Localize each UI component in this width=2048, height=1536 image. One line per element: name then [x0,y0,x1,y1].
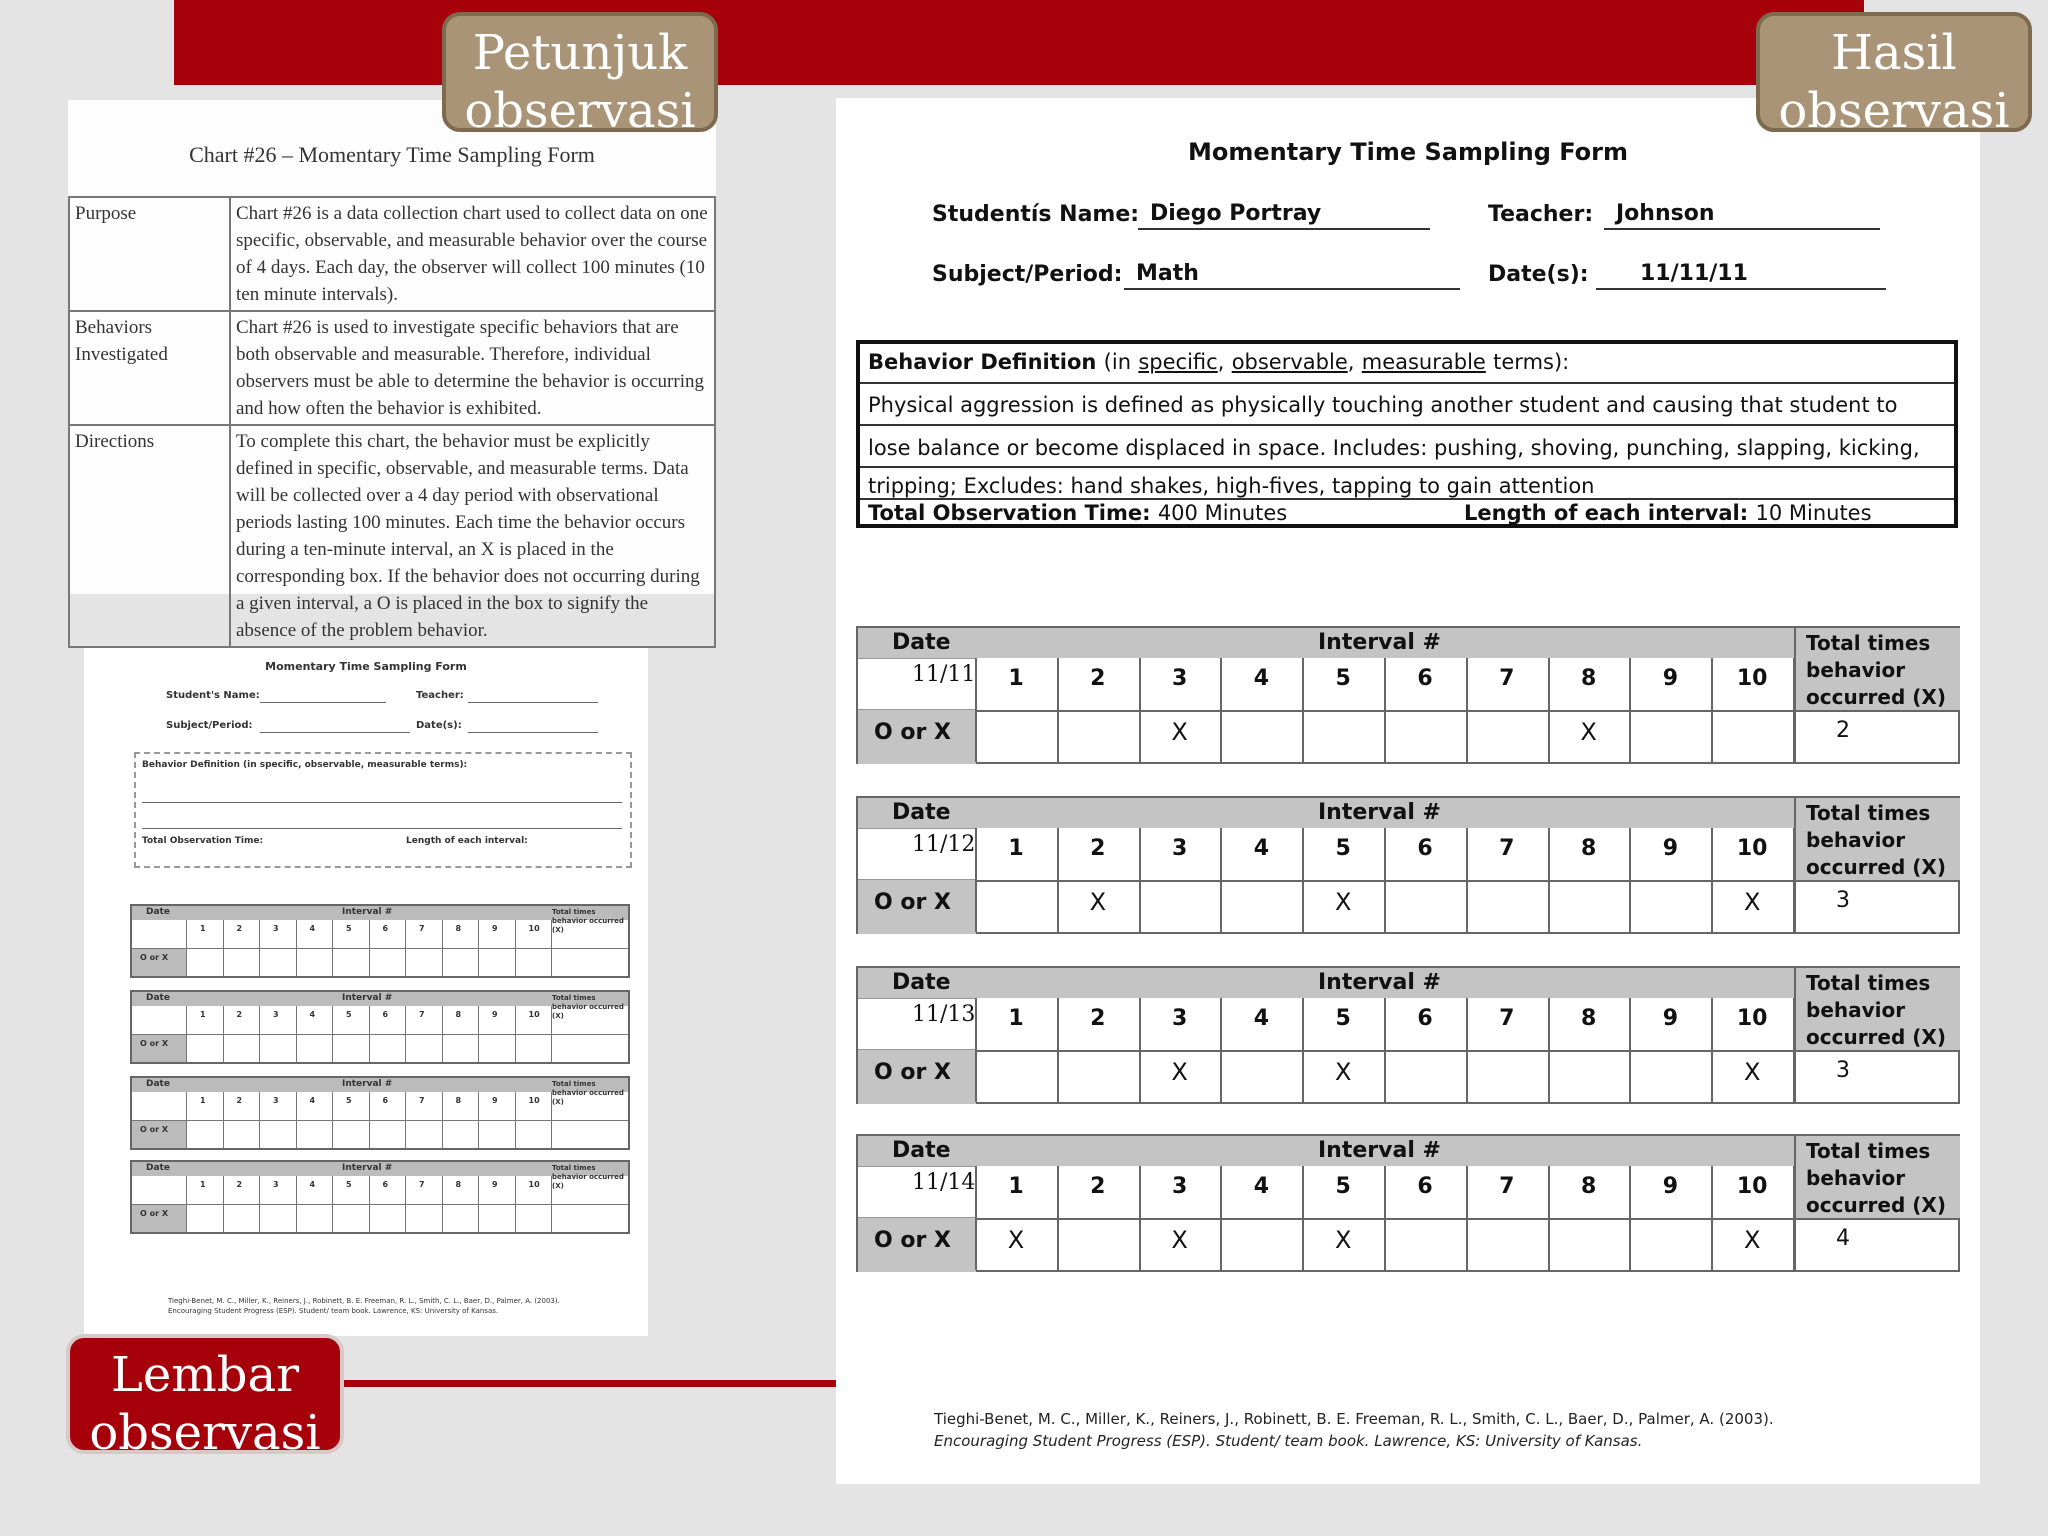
blank-student-label: Student's Name: [166,690,260,701]
total-observation-time-value: 400 Minutes [1157,501,1288,525]
definition-specific: specific [1138,350,1218,374]
form-title: Momentary Time Sampling Form [1188,138,1628,166]
interval-number: 2 [1090,836,1106,861]
total-times-head [1794,628,1960,710]
interval-number: 10 [1736,1174,1768,1199]
interval-number: 10 [1736,666,1768,691]
row-head-behaviors: Behaviors Investigated [69,311,230,425]
blank-observation-grid [130,1076,630,1150]
interval-number: 5 [1335,1006,1351,1031]
interval-head: Interval # [1318,1138,1441,1163]
definition-heading-open: (in [1103,350,1132,374]
blank-total-head: Total times behavior occurred (X) [552,994,624,1020]
blank-observation-grid [130,1160,630,1234]
interval-number: 7 [1499,836,1515,861]
blank-interval-number: 10 [528,924,540,933]
blank-subject-label: Subject/Period: [166,720,253,731]
blank-interval-number: 8 [455,1096,462,1105]
blank-interval-number: 1 [200,1010,206,1019]
total-times-head [1794,798,1960,880]
interval-mark: X [1089,888,1107,916]
interval-number: 1 [1008,836,1024,861]
blank-dates-label: Date(s): [416,720,462,731]
interval-mark: X [1743,1226,1761,1254]
interval-number: 10 [1736,836,1768,861]
petunjuk-observasi-label [442,12,718,139]
blank-interval-number: 6 [382,1096,389,1105]
citation-line-2 [934,1430,1774,1452]
blank-interval-head: Interval # [342,1163,393,1173]
blank-interval-number: 7 [419,1180,425,1189]
blank-interval-number: 6 [382,924,389,933]
blank-teacher-line [468,702,598,703]
blank-grid-column [515,920,516,976]
table-row [69,311,715,425]
definition-line-1: Physical aggression is defined as physically touching another student and causing that student to [860,384,1954,426]
total-head-line: occurred (X) [1806,1025,1946,1049]
o-or-x-label: O or X [874,720,951,745]
blank-form-document [84,648,648,1336]
blank-def-line [142,828,622,829]
blank-grid-column [515,1006,516,1062]
interval-number: 7 [1499,666,1515,691]
blank-interval-number: 3 [273,1180,279,1189]
table-date: 11/11 [912,662,976,687]
blank-definition-box [134,752,632,868]
interval-number: 10 [1736,1006,1768,1031]
blank-date-head: Date [146,1079,170,1089]
blank-interval-number: 2 [236,1180,243,1189]
interval-number: 3 [1171,836,1188,861]
citation-line-1: Tieghi-Benet, M. C., Miller, K., Reiners, J., Robinett, B. E. Freeman, R. L., Smith, C. L., Baer, D., Palmer, A. (2003). [934,1410,1774,1428]
blank-grid-column [405,1176,406,1232]
observation-time-row [860,500,1954,528]
blank-grid-column [442,1006,443,1062]
blank-interval-number: 9 [492,1010,498,1019]
blank-grid-column [369,1006,370,1062]
blank-grid-column [259,1006,260,1062]
interval-number: 4 [1253,1006,1270,1031]
total-times-value: 3 [1794,1050,1960,1104]
total-head-line: Total times [1806,971,1931,995]
interval-length-label: Length of each interval: [1464,501,1749,525]
blank-interval-number: 7 [419,1096,425,1105]
definition-heading: Behavior Definition (in specific, observable, measurable terms): [860,344,1954,384]
blank-grid-column [223,1176,224,1232]
blank-ox-label: O or X [140,1209,168,1218]
row-text-directions: To complete this chart, the behavior must be explicitly defined in specific, observable, and measurable terms. Data will be collected over a 4 day period with observational periods lasting 100 minutes. Each time the behavior occurs during a ten-minute interval, an X is placed in the corresponding box. If the behavior does not occurring during a given interval, a O is placed in the box to signify the absence of the problem behavior. [230,425,715,647]
blank-grid-column [551,1176,552,1232]
interval-number: 3 [1171,1006,1188,1031]
teacher-label: Teacher: [1488,202,1594,227]
subject-period-label: Subject/Period: [932,262,1123,287]
total-times-value: 3 [1794,880,1960,934]
definition-line-3: tripping; Excludes: hand shakes, high-fives, tapping to gain attention [860,468,1954,500]
blank-interval-number: 6 [382,1010,389,1019]
interval-mark: X [1171,1058,1188,1086]
blank-grid-column [369,920,370,976]
blank-interval-number: 4 [309,1010,316,1019]
blank-grid-column [296,1176,297,1232]
interval-number: 6 [1417,1006,1433,1031]
interval-number: 5 [1335,1174,1351,1199]
interval-number: 7 [1499,1006,1515,1031]
table-date: 11/13 [912,1002,976,1027]
interval-number: 6 [1417,1174,1433,1199]
blank-grid-column [478,920,479,976]
blank-grid-divider [132,948,628,949]
interval-number: 4 [1253,666,1270,691]
blank-ox-label: O or X [140,1039,168,1048]
interval-number: 8 [1580,666,1597,691]
observation-results-document [836,98,1980,1484]
teacher-value: Johnson [1604,200,1880,230]
blank-form-title: Momentary Time Sampling Form [265,660,467,673]
blank-interval-number: 2 [236,924,243,933]
interval-number: 5 [1335,836,1351,861]
interval-number: 4 [1253,836,1270,861]
student-name-value: Diego Portray [1138,200,1430,230]
label-line: observasi [464,83,696,139]
blank-dates-line [468,732,598,733]
row-text-behaviors: Chart #26 is used to investigate specific behaviors that are both observable and measurable. Therefore, individual observers must be able to determine the behavior is occurring and how often the behavior is exhibited. [230,311,715,425]
blank-interval-number: 4 [309,924,316,933]
definition-line-2: lose balance or become displaced in space. Includes: pushing, shoving, punching, slapping, kicking, [860,426,1954,468]
total-head-line: Total times [1806,1139,1931,1163]
blank-total-head: Total times behavior occurred (X) [552,1164,624,1190]
blank-ox-label: O or X [140,1125,168,1134]
blank-grid-column [332,920,333,976]
blank-interval-number: 7 [419,1010,425,1019]
blank-date-head: Date [146,907,170,917]
total-head-line: behavior [1806,998,1906,1022]
blank-subject-line [260,732,410,733]
blank-grid-column [259,920,260,976]
blank-grid-column [186,1176,187,1232]
blank-interval-number: 2 [236,1010,243,1019]
date-head: Date [892,630,951,655]
blank-length-label: Length of each interval: [406,836,528,846]
blank-interval-number: 10 [528,1096,540,1105]
interval-length-value: 10 Minutes [1755,501,1872,525]
blank-date-head: Date [146,993,170,1003]
label-line: Hasil [1831,25,1957,81]
blank-citation: Tieghi-Benet, M. C., Miller, K., Reiners, J., Robinett, B. E. Freeman, R. L., Smith, C. L., Baer, D., Palmer, A. (2003). Encouraging Student Progress (ESP). Student/ team book. Lawrence, KS: University of Kansas. [168,1297,560,1315]
total-head-line: occurred (X) [1806,685,1946,709]
total-observation-time-label: Total Observation Time: [868,501,1151,525]
label-line: observasi [1778,83,2010,139]
interval-number: 1 [1008,1174,1024,1199]
total-times-head [1794,968,1960,1050]
total-times-head [1794,1136,1960,1218]
row-head-directions: Directions [69,425,230,647]
label-line: Lembar [110,1347,300,1403]
interval-number: 3 [1171,666,1188,691]
blank-date-head: Date [146,1163,170,1173]
blank-grid-column [296,1092,297,1148]
interval-number: 1 [1008,666,1024,691]
blank-grid-column [259,1092,260,1148]
blank-interval-number: 4 [309,1096,316,1105]
o-or-x-label: O or X [874,1060,951,1085]
interval-head: Interval # [1318,630,1441,655]
definition-heading-close: terms): [1493,350,1570,374]
date-head: Date [892,800,951,825]
interval-length-wrap [1464,500,1872,526]
total-head-line: occurred (X) [1806,1193,1946,1217]
table-date: 11/14 [912,1170,976,1195]
total-head-line: Total times [1806,631,1931,655]
total-head-line: occurred (X) [1806,855,1946,879]
definition-observable: observable [1231,350,1348,374]
blank-grid-column [442,920,443,976]
blank-interval-number: 2 [236,1096,243,1105]
interval-number: 9 [1662,1006,1679,1031]
total-head-line: behavior [1806,828,1906,852]
blank-grid-divider [132,1120,628,1121]
blank-grid-column [223,920,224,976]
top-accent-band [174,0,1864,85]
blank-interval-number: 8 [455,1010,462,1019]
citation [934,1408,1774,1452]
blank-interval-number: 1 [200,1096,206,1105]
interval-number: 8 [1580,1174,1597,1199]
interval-number: 1 [1008,1006,1024,1031]
blank-interval-number: 10 [528,1180,540,1189]
blank-grid-column [369,1176,370,1232]
blank-grid-column [186,1092,187,1148]
interval-mark: X [1334,1058,1352,1086]
blank-interval-number: 5 [346,1096,352,1105]
student-name-label: Studentís Name: [932,202,1140,227]
blank-grid-column [551,920,552,976]
blank-grid-column [259,1176,260,1232]
table-row [69,425,715,647]
interval-number: 5 [1335,666,1351,691]
blank-grid-column [405,1092,406,1148]
blank-interval-number: 8 [455,924,462,933]
blank-interval-number: 5 [346,1010,352,1019]
blank-interval-number: 3 [273,924,279,933]
interval-number: 6 [1417,666,1433,691]
blank-grid-column [405,1006,406,1062]
row-head-purpose: Purpose [69,197,230,311]
definition-measurable: measurable [1361,350,1486,374]
blank-interval-number: 1 [200,1180,206,1189]
total-head-line: behavior [1806,658,1906,682]
interval-mark: X [1334,888,1352,916]
blank-grid-column [442,1176,443,1232]
blank-grid-column [478,1176,479,1232]
blank-total-label: Total Observation Time: [142,836,264,846]
interval-number: 3 [1171,1174,1188,1199]
blank-interval-number: 6 [382,1180,389,1189]
interval-number: 6 [1417,836,1433,861]
blank-def-line [142,802,622,803]
blank-interval-number: 8 [455,1180,462,1189]
blank-grid-column [551,1006,552,1062]
blank-observation-grid [130,904,630,978]
total-times-value: 2 [1794,710,1960,764]
date-head: Date [892,970,951,995]
blank-grid-column [405,920,406,976]
interval-head: Interval # [1318,970,1441,995]
bottom-accent-line [330,1380,850,1387]
blank-interval-number: 4 [309,1180,316,1189]
citation-line-2-text: Encouraging Student Progress (ESP). Student/ team book. Lawrence, KS: University of Kansas. [934,1432,1643,1450]
interval-mark: X [1743,888,1761,916]
blank-grid-column [369,1092,370,1148]
blank-interval-head: Interval # [342,993,393,1003]
blank-interval-number: 9 [492,1180,498,1189]
blank-total-head: Total times behavior occurred (X) [552,908,624,934]
blank-teacher-label: Teacher: [416,690,464,701]
interval-mark: X [1334,1226,1352,1254]
blank-grid-column [332,1092,333,1148]
blank-grid-column [223,1006,224,1062]
blank-grid-column [332,1006,333,1062]
interval-number: 9 [1662,666,1679,691]
row-text-purpose: Chart #26 is a data collection chart used to collect data on one specific, observable, and measurable behavior over the course of 4 days. Each day, the observer will collect 100 minutes (10 ten minute intervals). [230,197,715,311]
hasil-observasi-label [1756,12,2032,139]
interval-mark: X [1007,1226,1025,1254]
observation-table [856,626,1960,764]
blank-interval-number: 3 [273,1096,279,1105]
interval-number: 4 [1253,1174,1270,1199]
interval-mark: X [1171,1226,1188,1254]
o-or-x-label: O or X [874,890,951,915]
blank-interval-head: Interval # [342,907,393,917]
blank-interval-number: 10 [528,1010,540,1019]
blank-grid-column [332,1176,333,1232]
blank-grid-column [296,920,297,976]
behavior-definition-box [856,340,1958,528]
label-line: observasi [89,1405,321,1461]
blank-grid-column [515,1176,516,1232]
blank-total-head: Total times behavior occurred (X) [552,1080,624,1106]
blank-interval-number: 7 [419,924,425,933]
interval-number: 7 [1499,1174,1515,1199]
blank-interval-number: 1 [200,924,206,933]
blank-interval-number: 9 [492,924,498,933]
blank-grid-column [296,1006,297,1062]
interval-mark: X [1743,1058,1761,1086]
observation-table [856,796,1960,934]
observation-table [856,1134,1960,1272]
blank-observation-grid [130,990,630,1064]
blank-grid-column [186,920,187,976]
directions-table [68,196,716,648]
dates-label: Date(s): [1488,262,1589,287]
blank-interval-number: 5 [346,924,352,933]
total-head-line: Total times [1806,801,1931,825]
dates-value: 11/11/11 [1596,260,1886,290]
lembar-observasi-label [66,1334,344,1461]
interval-number: 2 [1090,666,1106,691]
subject-period-value: Math [1124,260,1460,290]
definition-heading-label: Behavior Definition [868,350,1097,374]
blank-student-line [260,702,386,703]
interval-number: 2 [1090,1174,1106,1199]
directions-title: Chart #26 – Momentary Time Sampling Form [189,142,595,167]
blank-interval-number: 3 [273,1010,279,1019]
blank-grid-column [478,1006,479,1062]
blank-grid-column [551,1092,552,1148]
interval-number: 9 [1662,836,1679,861]
table-row [69,197,715,311]
interval-head: Interval # [1318,800,1441,825]
interval-mark: X [1580,718,1597,746]
interval-number: 8 [1580,1006,1597,1031]
blank-interval-head: Interval # [342,1079,393,1089]
total-times-value: 4 [1794,1218,1960,1272]
o-or-x-label: O or X [874,1228,951,1253]
blank-grid-divider [132,1034,628,1035]
interval-mark: X [1171,718,1188,746]
blank-grid-column [515,1092,516,1148]
label-line: Petunjuk [472,25,688,81]
blank-grid-column [223,1092,224,1148]
blank-def-label: Behavior Definition (in specific, observable, measurable terms): [142,760,468,770]
interval-number: 2 [1090,1006,1106,1031]
table-date: 11/12 [912,832,976,857]
blank-interval-number: 9 [492,1096,498,1105]
blank-grid-column [442,1092,443,1148]
date-head: Date [892,1138,951,1163]
observation-table [856,966,1960,1104]
total-head-line: behavior [1806,1166,1906,1190]
blank-grid-divider [132,1204,628,1205]
interval-number: 9 [1662,1174,1679,1199]
blank-interval-number: 5 [346,1180,352,1189]
directions-document [68,100,716,641]
interval-number: 8 [1580,836,1597,861]
blank-grid-column [478,1092,479,1148]
blank-grid-column [186,1006,187,1062]
blank-ox-label: O or X [140,953,168,962]
